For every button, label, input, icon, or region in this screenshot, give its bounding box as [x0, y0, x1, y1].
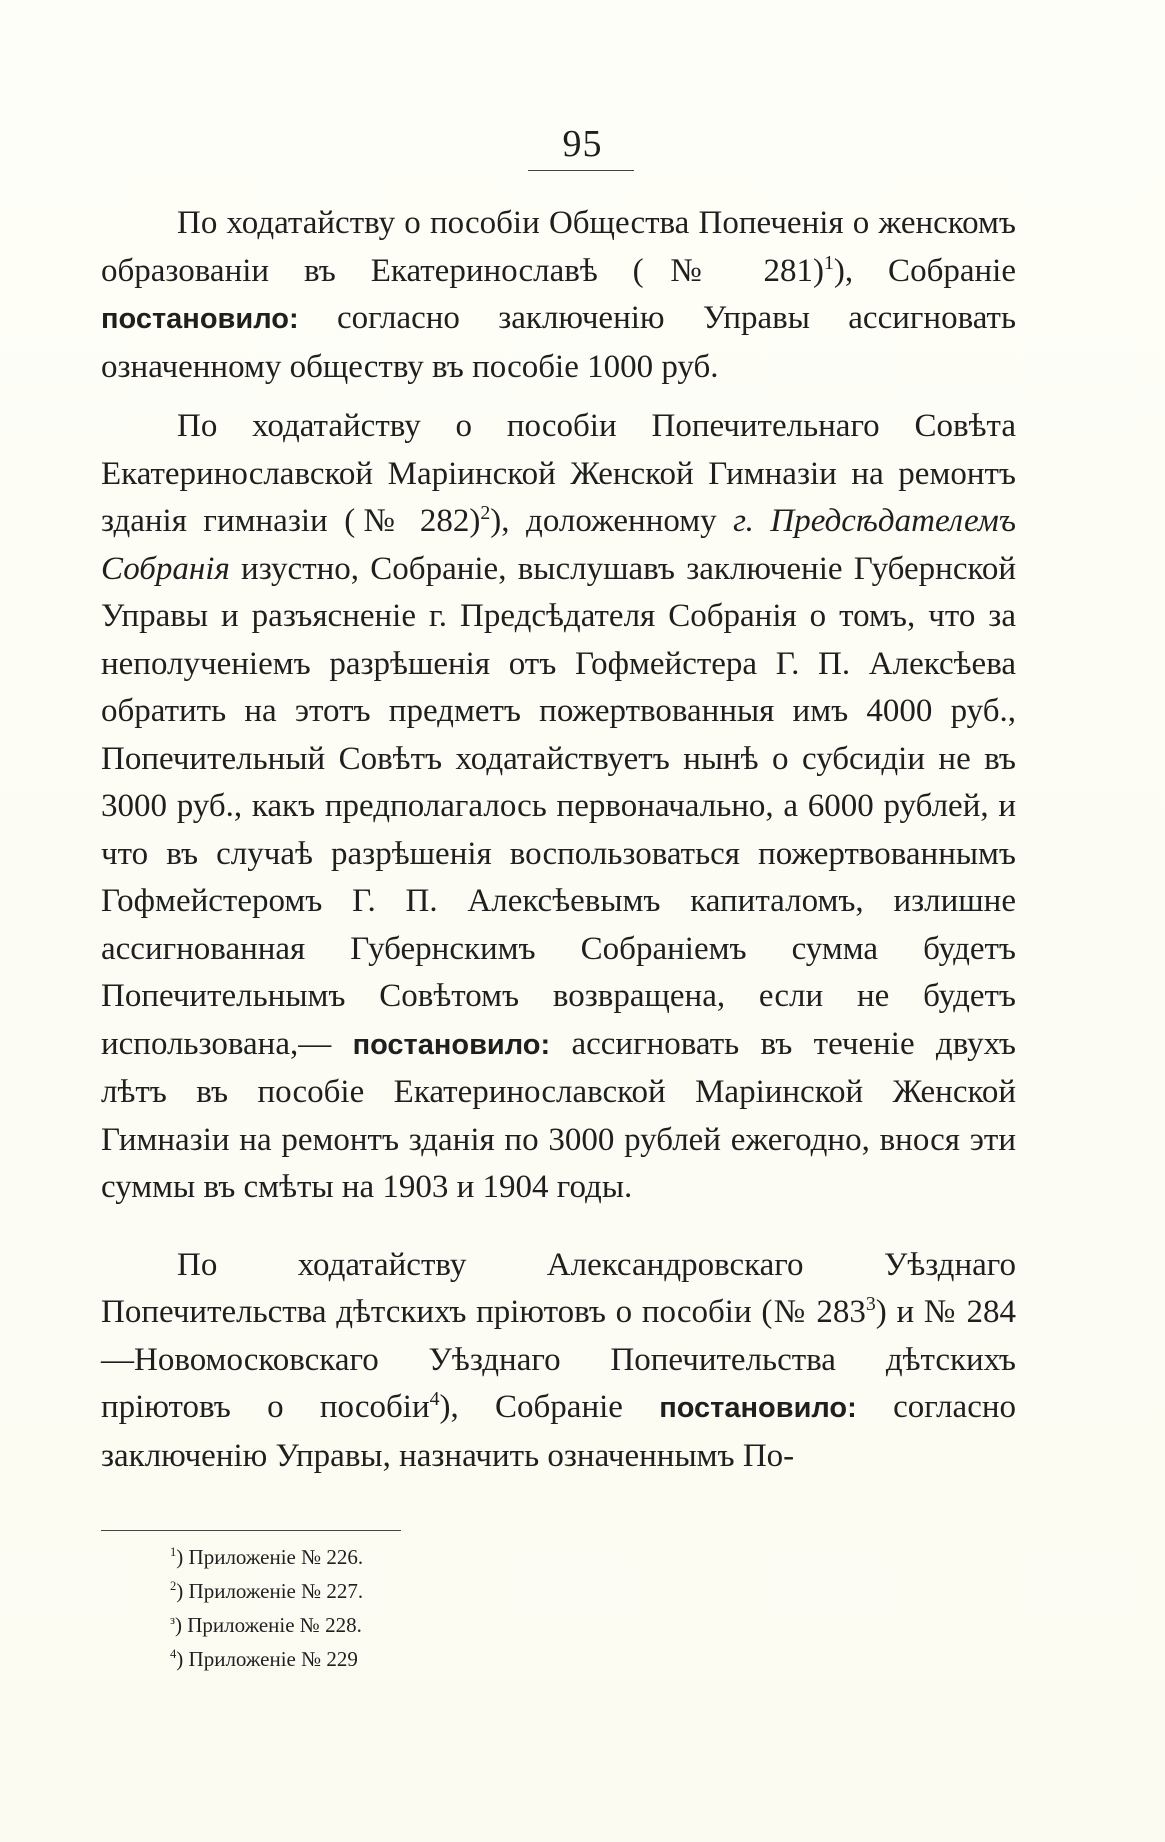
- paragraph-3: По ходатайству Александровскаго Уѣзднаго Попечительства дѣтскихъ пріютовъ о пособіи (№ $283^3$) и № 284—Новомосковскаго Уѣзднаго Попечительства дѣтскихъ пріютовъ о пособіи$^4$), Собраніе постановило: согласно заключенію Управы, назначить означеннымъ По-: [101, 1246, 1016, 1474]
- footnote-2: $^2$) Приложеніе № 227.: [170, 1579, 364, 1603]
- body-text: [101, 200, 1016, 1492]
- keyword-resolved: постановило:: [659, 1392, 857, 1424]
- footnote-4: $^4$) Приложеніе № 229: [170, 1647, 358, 1671]
- footnotes: [170, 1540, 363, 1676]
- keyword-resolved: постановило:: [352, 1028, 551, 1061]
- footnote-rule: [101, 1530, 401, 1531]
- footnote-3: $^з$) Приложеніе № 228.: [170, 1613, 362, 1637]
- paragraph-1: По ходатайству о пособіи Общества Попеченія о женскомъ образованіи въ Екатеринославѣ (№ 281)$^1$), Собраніе постановило: согласно заключенію Управы ассигновать означенному обществу въ пособіе 1000 руб.: [101, 205, 1016, 385]
- paragraph-2: По ходатайству о пособіи Попечительнаго Совѣта Екатеринославской Маріинской Женской Гимназіи на ремонтъ зданія гимназіи (№ 282)$^2$), доложенному г. Предсѣдателемъ Собранія изустно, Собраніе, выслушавъ заключеніе Губернской Управы и разъясненіе г. Предсѣдателя Собранія о томъ, что за неполученіемъ разрѣшенія отъ Гофмейстера Г. П. Алексѣева обратить на этотъ предметъ пожертвованныя имъ 4000 руб., Попечительный Совѣтъ ходатайствуетъ нынѣ о субсидіи не въ 3000 руб., какъ предполагалось первоначально, а 6000 рублей, и что въ случаѣ разрѣшенія воспользоваться пожертвованнымъ Гофмейстеромъ Г. П. Алексѣевымъ капиталомъ, излишне ассигнованная Губернскимъ Собраніемъ сумма будетъ Попечительнымъ Совѣтомъ возвращена, если не будетъ использована,— постановило: ассигновать въ теченіе двухъ лѣтъ въ пособіе Екатеринославской Маріинской Женской Гимназіи на ремонтъ зданія по 3000 рублей ежегодно, внося эти суммы въ смѣты на 1903 и 1904 годы.: [101, 408, 1016, 1205]
- keyword-resolved: постановило:: [101, 303, 299, 335]
- italic-phrase: г. Предсѣдателемъ Собранія: [101, 503, 1016, 587]
- footnote-1: $^1$) Приложеніе № 226.: [170, 1545, 364, 1569]
- page-number: 95: [562, 123, 603, 165]
- header-rule: [528, 170, 634, 171]
